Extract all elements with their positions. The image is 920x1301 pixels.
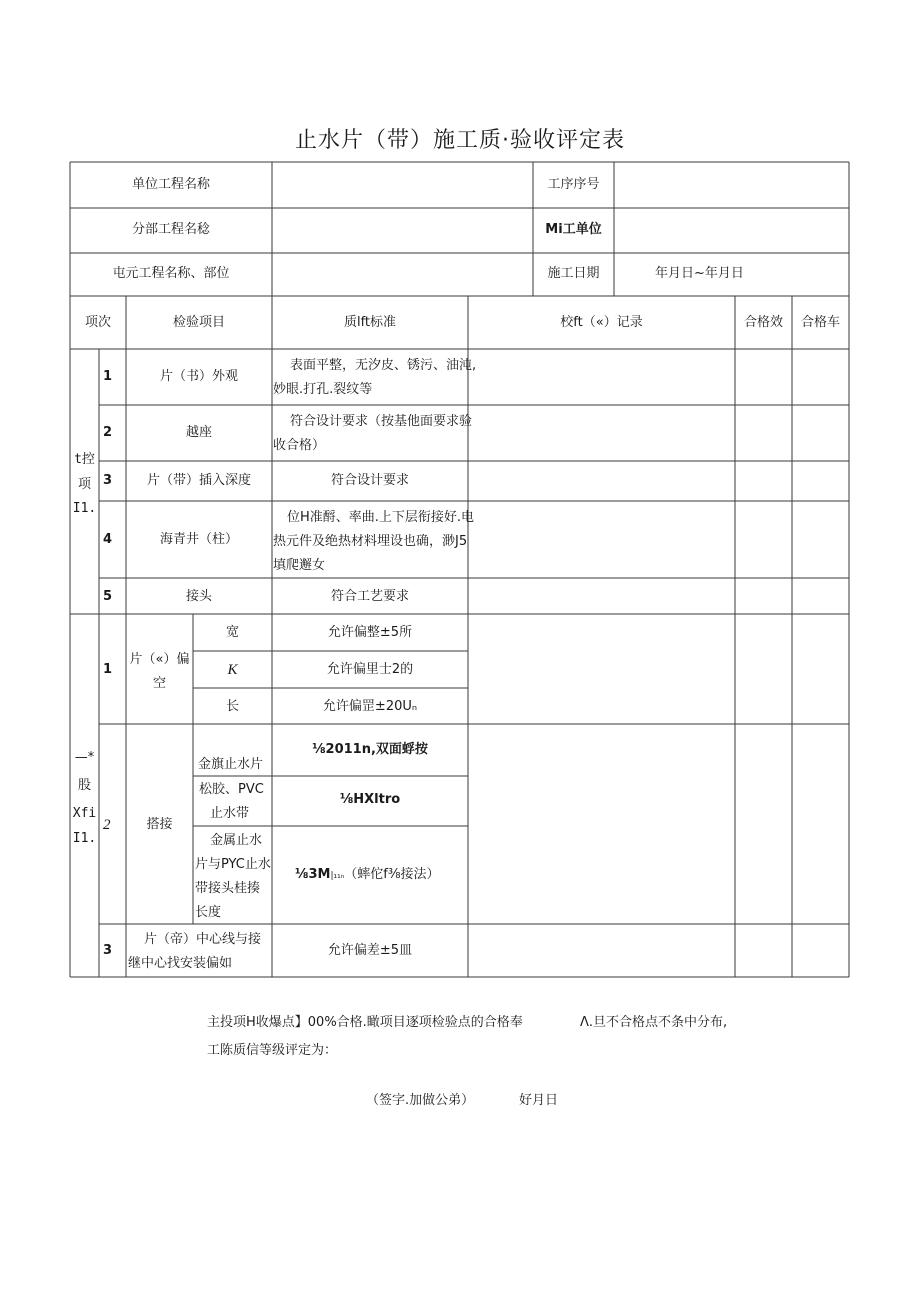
lap-rubber-name-1: 松胶、PVC — [199, 782, 264, 797]
main-row-3-standard: 符合设计要求 — [330, 473, 409, 488]
col-record: 校ft（«）记录 — [560, 315, 643, 330]
main-row-4-item: 海青井（柱） — [159, 532, 238, 547]
form-title: 止水片（带）施工质·验收评定表 — [295, 128, 625, 153]
centerline-item-1: 片（帝）中心线与接 — [144, 932, 262, 947]
footer-line-1a: 主投项H收爆点】00%合格.瞰项目逐项检验点的合格奉 — [207, 1015, 523, 1030]
unit-project-label: 单位工程名称 — [131, 177, 210, 192]
main-row-4-standard-1: 位H准酹、率曲.上下层衔接好.电 — [287, 510, 475, 525]
deviation-length-name: 长 — [225, 699, 239, 714]
main-row-2-no: 2 — [103, 425, 113, 440]
deviation-no: 1 — [103, 662, 113, 677]
deviation-item-1: 片（«）偏 — [129, 652, 190, 667]
main-row-2-standard-1: 符合设计要求（按基他面要求验 — [290, 414, 473, 429]
col-qualified-rate: 合格车 — [800, 315, 840, 330]
lap-joint-standard-tail: （蟀佗f⅜接法） — [344, 867, 440, 882]
lap-joint-name-3: 带接头桂揍 — [195, 881, 261, 896]
deviation-width-name: 宽 — [225, 625, 239, 640]
main-group-label-3: I1. — [72, 501, 97, 516]
lap-joint-name-4: 长度 — [195, 905, 222, 920]
col-qualified-count: 合格效 — [743, 315, 783, 330]
col-standard: 质lft标准 — [343, 315, 397, 330]
main-row-1-no: 1 — [103, 369, 113, 384]
lap-joint-standard — [295, 864, 439, 887]
main-row-5-no: 5 — [103, 589, 113, 604]
main-row-2-standard-2: 收合格） — [273, 438, 326, 453]
construction-unit-label: Mi工单位 — [545, 222, 602, 237]
lap-metal-name: 金旗止水片 — [198, 757, 264, 772]
lap-item: 搭接 — [146, 817, 173, 832]
centerline-standard: 允许偏差±5皿 — [327, 943, 413, 958]
main-row-3-no: 3 — [103, 473, 113, 488]
main-group-label-2: 项 — [77, 477, 91, 492]
main-row-5-item: 接头 — [185, 589, 212, 604]
main-row-3-item: 片（带）插入深度 — [146, 473, 251, 488]
main-row-5-standard: 符合工艺要求 — [330, 589, 409, 604]
division-project-label: 分部工程名稔 — [131, 222, 210, 237]
general-group-label-2: 股 — [77, 778, 91, 793]
deviation-width-standard: 允许偏整±5所 — [327, 625, 413, 640]
footer-line-2: 工陈质信等级评定为： — [207, 1043, 338, 1058]
general-group-label-4: I1. — [72, 831, 97, 846]
lap-joint-name-1: 金属止水 — [210, 833, 263, 848]
element-project-label: 屯元工程名称、部位 — [112, 266, 230, 281]
footer-sign: （签字.加做公弟） — [366, 1093, 475, 1108]
lap-rubber-standard: ⅛HXltro — [339, 792, 401, 807]
footer-date: 好月日 — [519, 1093, 559, 1108]
main-row-4-standard-2: 热元件及绝热材料埋设也确，渺J5 — [273, 534, 468, 549]
deviation-length-standard: 允许偏罡±20Uₙ — [322, 699, 418, 714]
lap-joint-standard-sub: |₁₁ₙ — [330, 871, 345, 881]
centerline-item-2: 继中心找安装偏如 — [128, 956, 233, 971]
process-no-label: 工序序号 — [547, 177, 600, 192]
lap-joint-standard-main: ⅛3M — [295, 867, 331, 882]
lap-rubber-name-2: 止水带 — [210, 806, 250, 821]
lap-metal-standard: ⅛2011n,双面蜉按 — [312, 742, 428, 757]
main-group-label-1: t控 — [74, 452, 95, 467]
main-row-1-standard-2: 妙眼.打孔.裂纹等 — [273, 382, 373, 397]
main-row-1-item: 片（书）外观 — [159, 369, 238, 384]
main-row-1-standard-1: 表面平整，无汐皮、锈污、油沌, — [290, 358, 477, 373]
deviation-k-name: K — [227, 662, 238, 678]
lap-no: 2 — [103, 817, 111, 833]
deviation-item-2: 空 — [152, 676, 166, 691]
construction-date-value: 年月日~年月日 — [655, 266, 744, 281]
col-inspection: 检验项目 — [172, 315, 225, 330]
main-row-4-standard-3: 填爬邂女 — [273, 558, 326, 573]
deviation-k-standard: 允许偏里士2的 — [326, 662, 414, 677]
footer-line-1b: Λ.旦不合格点不条中分布, — [580, 1015, 728, 1030]
lap-joint-name-2: 片与PYC止水 — [195, 857, 271, 872]
construction-date-label: 施工日期 — [547, 266, 600, 281]
general-group-label-3: Xfi — [72, 806, 97, 821]
main-row-4-no: 4 — [103, 532, 113, 547]
col-item: 项次 — [84, 315, 111, 330]
main-row-2-item: 越座 — [185, 425, 212, 440]
centerline-no: 3 — [103, 943, 113, 958]
general-group-label-1: —* — [74, 750, 95, 765]
